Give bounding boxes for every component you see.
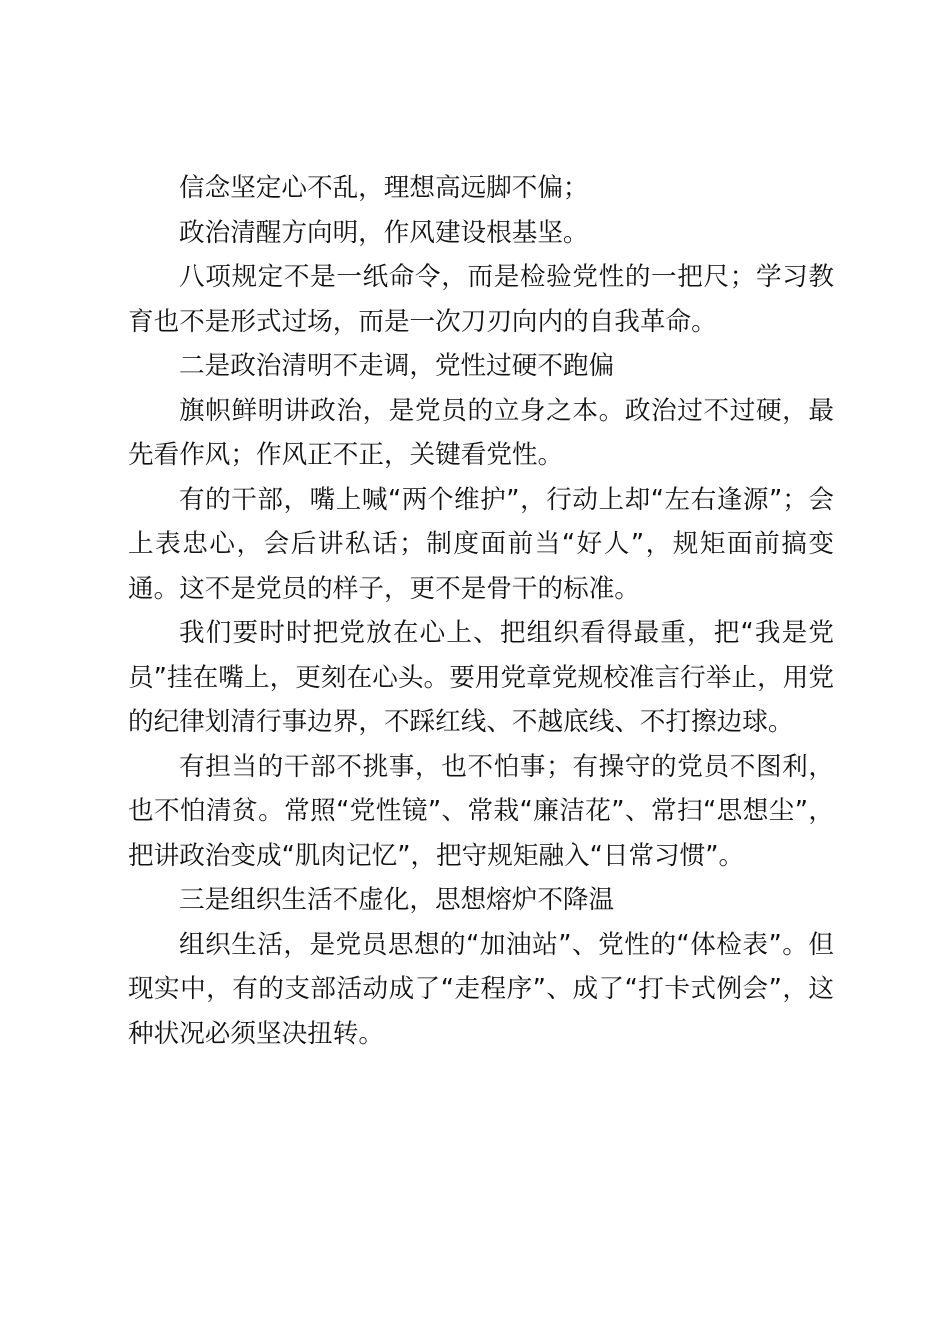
paragraph-10: 组织生活，是党员思想的“加油站”、党性的“体检表”。但现实中，有的支部活动成了“走程序”、成了“打卡式例会”，这种状况必须坚决扭转。 xyxy=(128,929,834,1049)
paragraph-1: 信念坚定心不乱，理想高远脚不偏； xyxy=(179,173,589,203)
paragraph-3: 八项规定不是一纸命令，而是检验党性的一把尺；学习教育也不是形式过场，而是一次刀刃向内的自我革命。 xyxy=(128,262,834,337)
section-heading-2: 二是政治清明不走调，党性过硬不跑偏 xyxy=(179,351,615,381)
paragraph-7: 我们要时时把党放在心上、把组织看得最重，把“我是党员”挂在嘴上，更刻在心头。要用党章党规校准言行举止，用党的纪律划清行事边界，不踩红线、不越底线、不打擦边球。 xyxy=(128,618,834,737)
document-body xyxy=(128,166,834,1056)
paragraph-6: 有的干部，嘴上喊“两个维护”，行动上却“左右逢源”；会上表忠心，会后讲私话；制度面前当“好人”，规矩面前搞变通。这不是党员的样子，更不是骨干的标准。 xyxy=(128,484,834,604)
paragraph-8: 有担当的干部不挑事，也不怕事；有操守的党员不图利，也不怕清贫。常照“党性镜”、常栽“廉洁花”、常扫“思想尘”，把讲政治变成“肌肉记忆”，把守规矩融入“日常习惯”。 xyxy=(128,751,834,871)
paragraph-2: 政治清醒方向明，作风建设根基坚。 xyxy=(179,217,589,248)
section-heading-3: 三是组织生活不虚化，思想熔炉不降温 xyxy=(179,885,615,915)
paragraph-5: 旗帜鲜明讲政治，是党员的立身之本。政治过不过硬，最先看作风；作风正不正，关键看党性。 xyxy=(128,395,834,470)
